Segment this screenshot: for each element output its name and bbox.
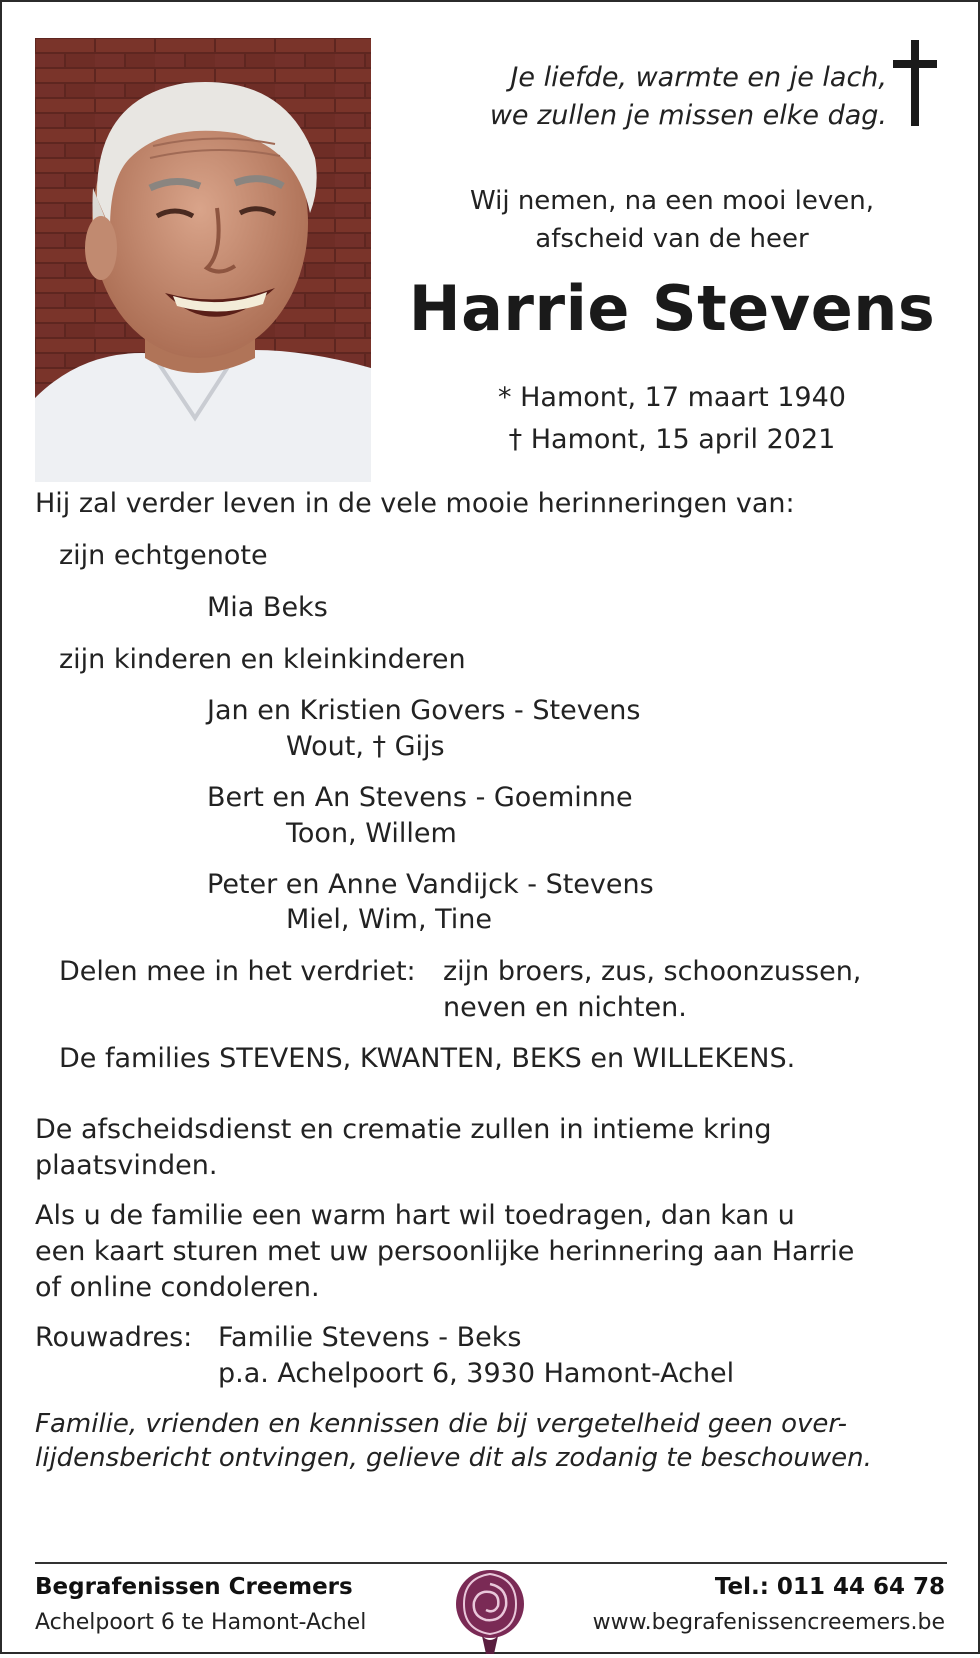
condolence-line-1: Als u de familie een warm hart wil toedragen, dan kan u — [35, 1200, 795, 1231]
quote-line-2: we zullen je missen elke dag. — [489, 100, 887, 131]
birth-date: * Hamont, 17 maart 1940 — [498, 382, 846, 413]
ceremony-line-2: plaatsvinden. — [35, 1150, 218, 1181]
family-3-grandchildren: Miel, Wim, Tine — [286, 904, 493, 935]
notice-line-2: lijdensbericht ontvingen, gelieve dit als zodanig te beschouwen. — [35, 1443, 872, 1473]
family-1-parents: Jan en Kristien Govers - Stevens — [207, 695, 641, 726]
notice-line-1: Familie, vrienden en kennissen die bij vergetelheid geen over- — [35, 1409, 848, 1439]
intro-text — [392, 182, 952, 258]
intro-line-1: Wij nemen, na een mooi leven, — [469, 186, 875, 216]
condolence-line-3: of online condoleren. — [35, 1272, 320, 1303]
spouse-name: Mia Beks — [207, 592, 328, 623]
cross-icon — [885, 40, 945, 130]
families-line: De families STEVENS, KWANTEN, BEKS en WILLEKENS. — [59, 1043, 796, 1074]
address-label: Rouwadres: — [35, 1322, 193, 1353]
funeral-company-address: Achelpoort 6 te Hamont-Achel — [35, 1610, 367, 1635]
spouse-label: zijn echtgenote — [59, 540, 268, 571]
grief-line-1: zijn broers, zus, schoonzussen, — [443, 956, 862, 987]
life-dates — [392, 377, 952, 461]
condolence-line-2: een kaart sturen met uw persoonlijke herinnering aan Harrie — [35, 1236, 855, 1267]
address-line-1: Familie Stevens - Beks — [218, 1322, 522, 1353]
memories-heading: Hij zal verder leven in de vele mooie herinneringen van: — [35, 488, 795, 519]
memorial-quote — [412, 59, 887, 135]
family-2-parents: Bert en An Stevens - Goeminne — [207, 782, 633, 813]
family-2-grandchildren: Toon, Willem — [286, 818, 457, 849]
death-date: † Hamont, 15 april 2021 — [508, 424, 836, 455]
rose-logo-icon — [454, 1564, 526, 1654]
intro-line-2: afscheid van de heer — [535, 224, 809, 254]
funeral-company-phone: Tel.: 011 44 64 78 — [714, 1574, 945, 1600]
children-label: zijn kinderen en kleinkinderen — [59, 644, 466, 675]
funeral-company-website[interactable]: www.begrafenissencreemers.be — [592, 1610, 945, 1635]
ceremony-line-1: De afscheidsdienst en crematie zullen in intieme kring — [35, 1114, 772, 1145]
portrait-photo — [35, 38, 371, 482]
funeral-company-name: Begrafenissen Creemers — [35, 1574, 353, 1600]
address-line-2: p.a. Achelpoort 6, 3930 Hamont-Achel — [218, 1358, 735, 1389]
grief-line-2: neven en nichten. — [443, 992, 687, 1023]
deceased-name: Harrie Stevens — [408, 272, 936, 345]
portrait-image — [35, 38, 371, 482]
family-1-grandchildren: Wout, † Gijs — [286, 731, 445, 762]
quote-line-1: Je liefde, warmte en je lach, — [510, 62, 887, 93]
family-3-parents: Peter en Anne Vandijck - Stevens — [207, 869, 654, 900]
grief-label: Delen mee in het verdriet: — [59, 956, 416, 987]
